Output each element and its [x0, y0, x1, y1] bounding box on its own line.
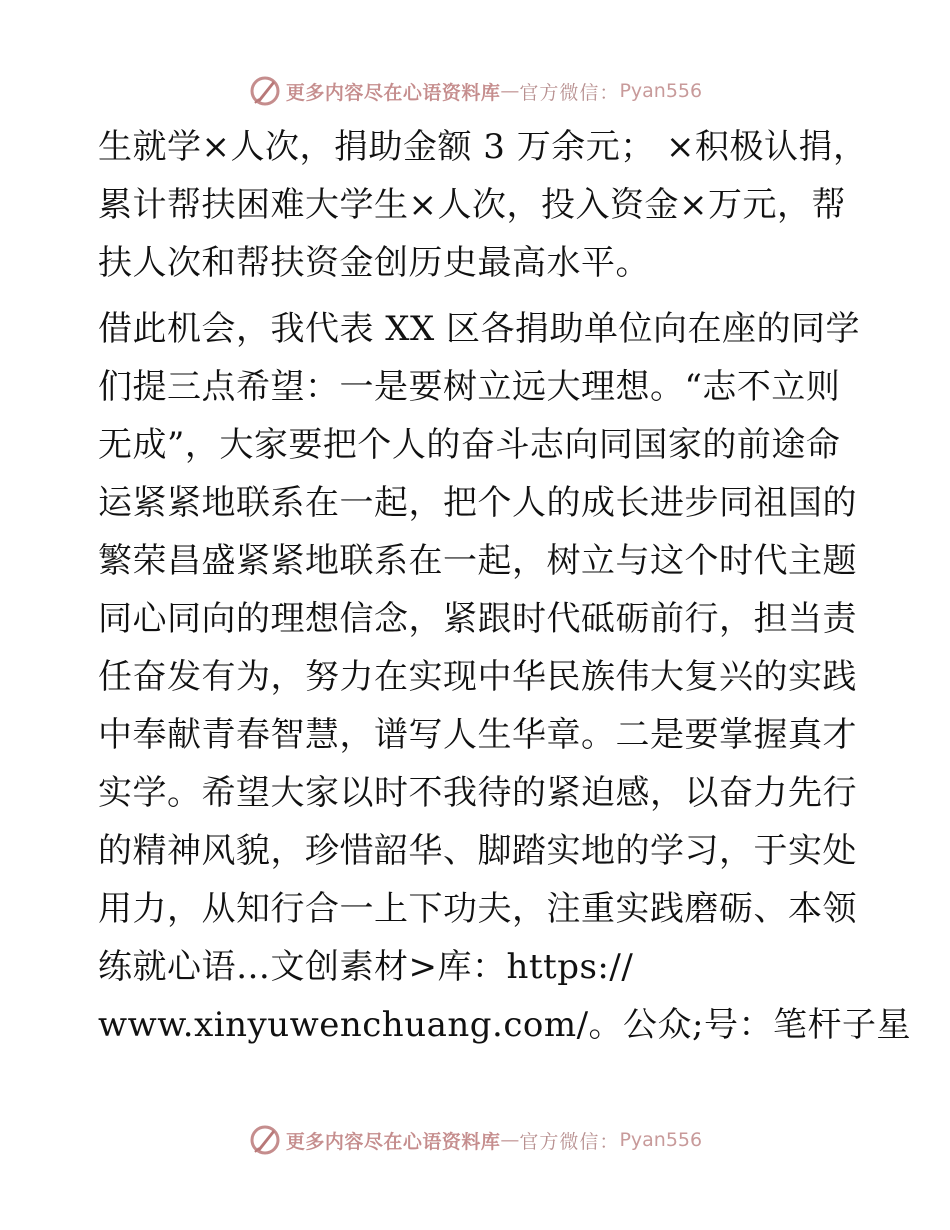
banner-brand-text: 更多内容尽在心语资料库	[285, 81, 501, 104]
paragraph	[98, 118, 868, 292]
text-line: 繁荣昌盛紧紧地联系在一起，树立与这个时代主题	[98, 541, 857, 581]
quill-seal-icon	[248, 1123, 282, 1157]
text-line: 中奉献青春智慧，谱写人生华章。二是要掌握真才	[98, 715, 857, 755]
paragraph-gap	[98, 292, 858, 300]
text-line: 生就学×人次，捐助金额 3 万余元； ×积极认捐，	[98, 127, 868, 167]
banner-dash: —	[500, 80, 520, 102]
text-line: 运紧紧地联系在一起，把个人的成长进步同祖国的	[98, 483, 857, 523]
header-banner	[0, 71, 950, 111]
text-line: 实学。希望大家以时不我待的紧迫感，以奋力先行	[98, 773, 857, 813]
text-line: 借此机会，我代表 XX 区各捐助单位向在座的同学	[98, 309, 861, 349]
text-line: 扶人次和帮扶资金创历史最高水平。	[98, 243, 650, 283]
text-line: 们提三点希望：一是要树立远大理想。“志不立则	[98, 367, 841, 407]
text-line: 用力，从知行合一上下功夫，注重实践磨砺、本领	[98, 889, 857, 929]
document-body	[98, 118, 911, 1054]
text-line: 的精神风貌，珍惜韶华、脚踏实地的学习，于实处	[98, 831, 857, 871]
text-line: 练就心语…文创素材>库：https://	[98, 947, 634, 987]
banner-wechat-id: Pyan556	[619, 1129, 703, 1151]
text-line: 累计帮扶困难大学生×人次，投入资金×万元，帮	[98, 185, 846, 225]
text-line: www.xinyuwenchuang.com/。公众;号：笔杆子星	[98, 1005, 911, 1045]
banner-wechat-id: Pyan556	[619, 80, 703, 102]
banner-official-label: 官方微信：	[519, 81, 620, 104]
text-line: 无成”，大家要把个人的奋斗志向同国家的前途命	[98, 425, 841, 465]
paragraph	[98, 300, 911, 1054]
banner-dash: —	[500, 1129, 520, 1151]
banner-official-label: 官方微信：	[519, 1130, 620, 1153]
banner-brand-text: 更多内容尽在心语资料库	[285, 1130, 501, 1153]
text-line: 同心同向的理想信念，紧跟时代砥砺前行，担当责	[98, 599, 857, 639]
quill-seal-icon	[248, 74, 282, 108]
footer-banner	[0, 1120, 950, 1160]
text-line: 任奋发有为，努力在实现中华民族伟大复兴的实践	[98, 657, 857, 697]
